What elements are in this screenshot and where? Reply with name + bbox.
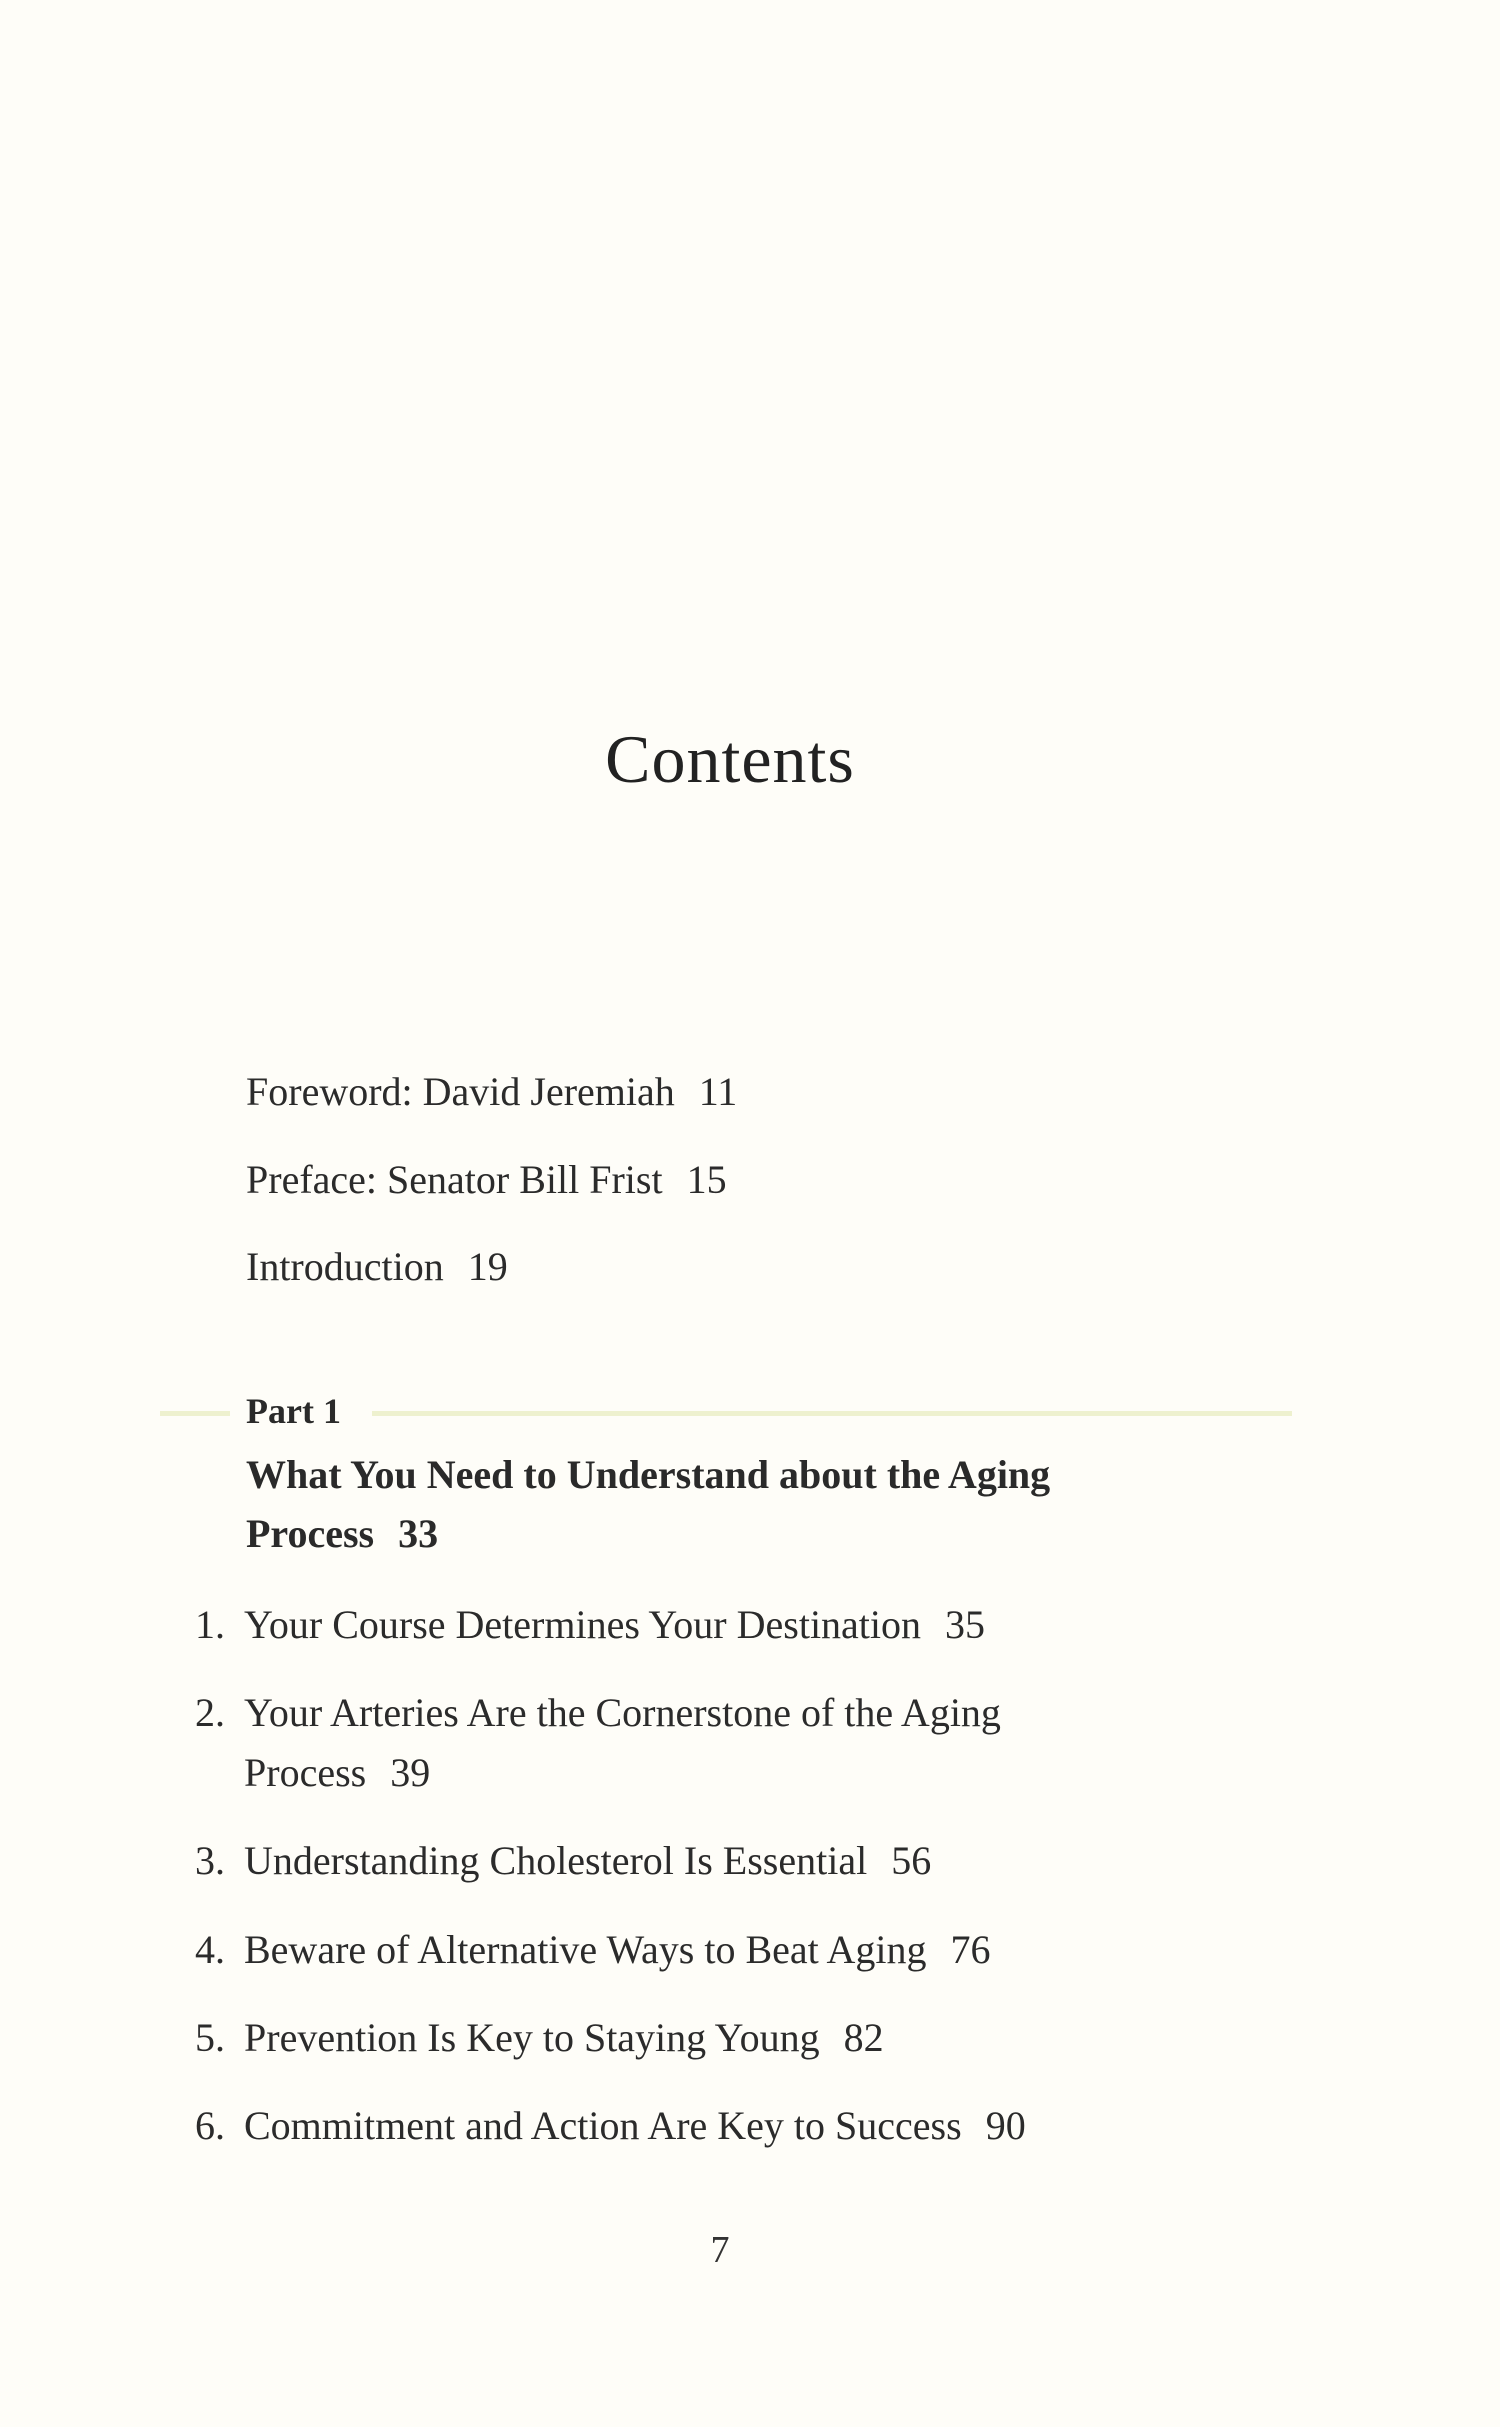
- chapter-title: Beware of Alternative Ways to Beat Aging: [244, 1927, 927, 1972]
- page-number: 7: [710, 2229, 730, 2271]
- chapter-number: 2.: [195, 1690, 225, 1735]
- chapter-number: 3.: [195, 1838, 225, 1883]
- chapter-entry-6: [195, 2096, 1195, 2156]
- chapter-number: 5.: [195, 2015, 225, 2060]
- entry-page-number: 15: [686, 1157, 727, 1202]
- chapter-title-continued: Process: [244, 1750, 367, 1795]
- page-title: Contents: [605, 721, 855, 797]
- chapter-page-number: 76: [950, 1927, 991, 1972]
- part-divider-left: [160, 1411, 230, 1416]
- chapter-number: 1.: [195, 1602, 225, 1647]
- chapter-title: Your Arteries Are the Cornerstone of the Aging: [244, 1690, 1001, 1735]
- part-label: Part 1: [246, 1391, 341, 1431]
- chapter-title: Your Course Determines Your Destination: [244, 1602, 922, 1647]
- toc-entry-preface: [246, 1156, 727, 1203]
- chapter-number: 6.: [195, 2103, 225, 2148]
- part-page-number: 33: [398, 1511, 439, 1556]
- chapter-entry-1: [195, 1595, 1195, 1655]
- toc-entry-foreword: [246, 1068, 737, 1115]
- chapter-title: Commitment and Action Are Key to Success: [244, 2103, 962, 2148]
- chapter-title: Understanding Cholesterol Is Essential: [244, 1838, 868, 1883]
- chapter-entry-3: [195, 1831, 1195, 1891]
- entry-label: Preface: Senator Bill Frist: [246, 1157, 663, 1202]
- part-title: [246, 1445, 1206, 1563]
- chapter-entry-4: [195, 1920, 1195, 1980]
- chapter-page-number: 39: [390, 1750, 431, 1795]
- part-title-line1: What You Need to Understand about the Aging: [246, 1452, 1051, 1497]
- toc-entry-introduction: [246, 1243, 508, 1290]
- entry-label: Foreword: David Jeremiah: [246, 1069, 675, 1114]
- chapter-entry-2: [195, 1683, 1195, 1803]
- entry-label: Introduction: [246, 1244, 444, 1289]
- chapter-entry-5: [195, 2008, 1195, 2068]
- chapter-page-number: 35: [945, 1602, 986, 1647]
- chapter-number: 4.: [195, 1927, 225, 1972]
- entry-page-number: 11: [698, 1069, 738, 1114]
- chapter-page-number: 90: [985, 2103, 1026, 2148]
- part-title-line2: Process: [246, 1511, 375, 1556]
- chapter-page-number: 82: [843, 2015, 884, 2060]
- chapter-title: Prevention Is Key to Staying Young: [244, 2015, 820, 2060]
- entry-page-number: 19: [467, 1244, 508, 1289]
- part-divider-right: [372, 1411, 1292, 1416]
- chapter-page-number: 56: [891, 1838, 932, 1883]
